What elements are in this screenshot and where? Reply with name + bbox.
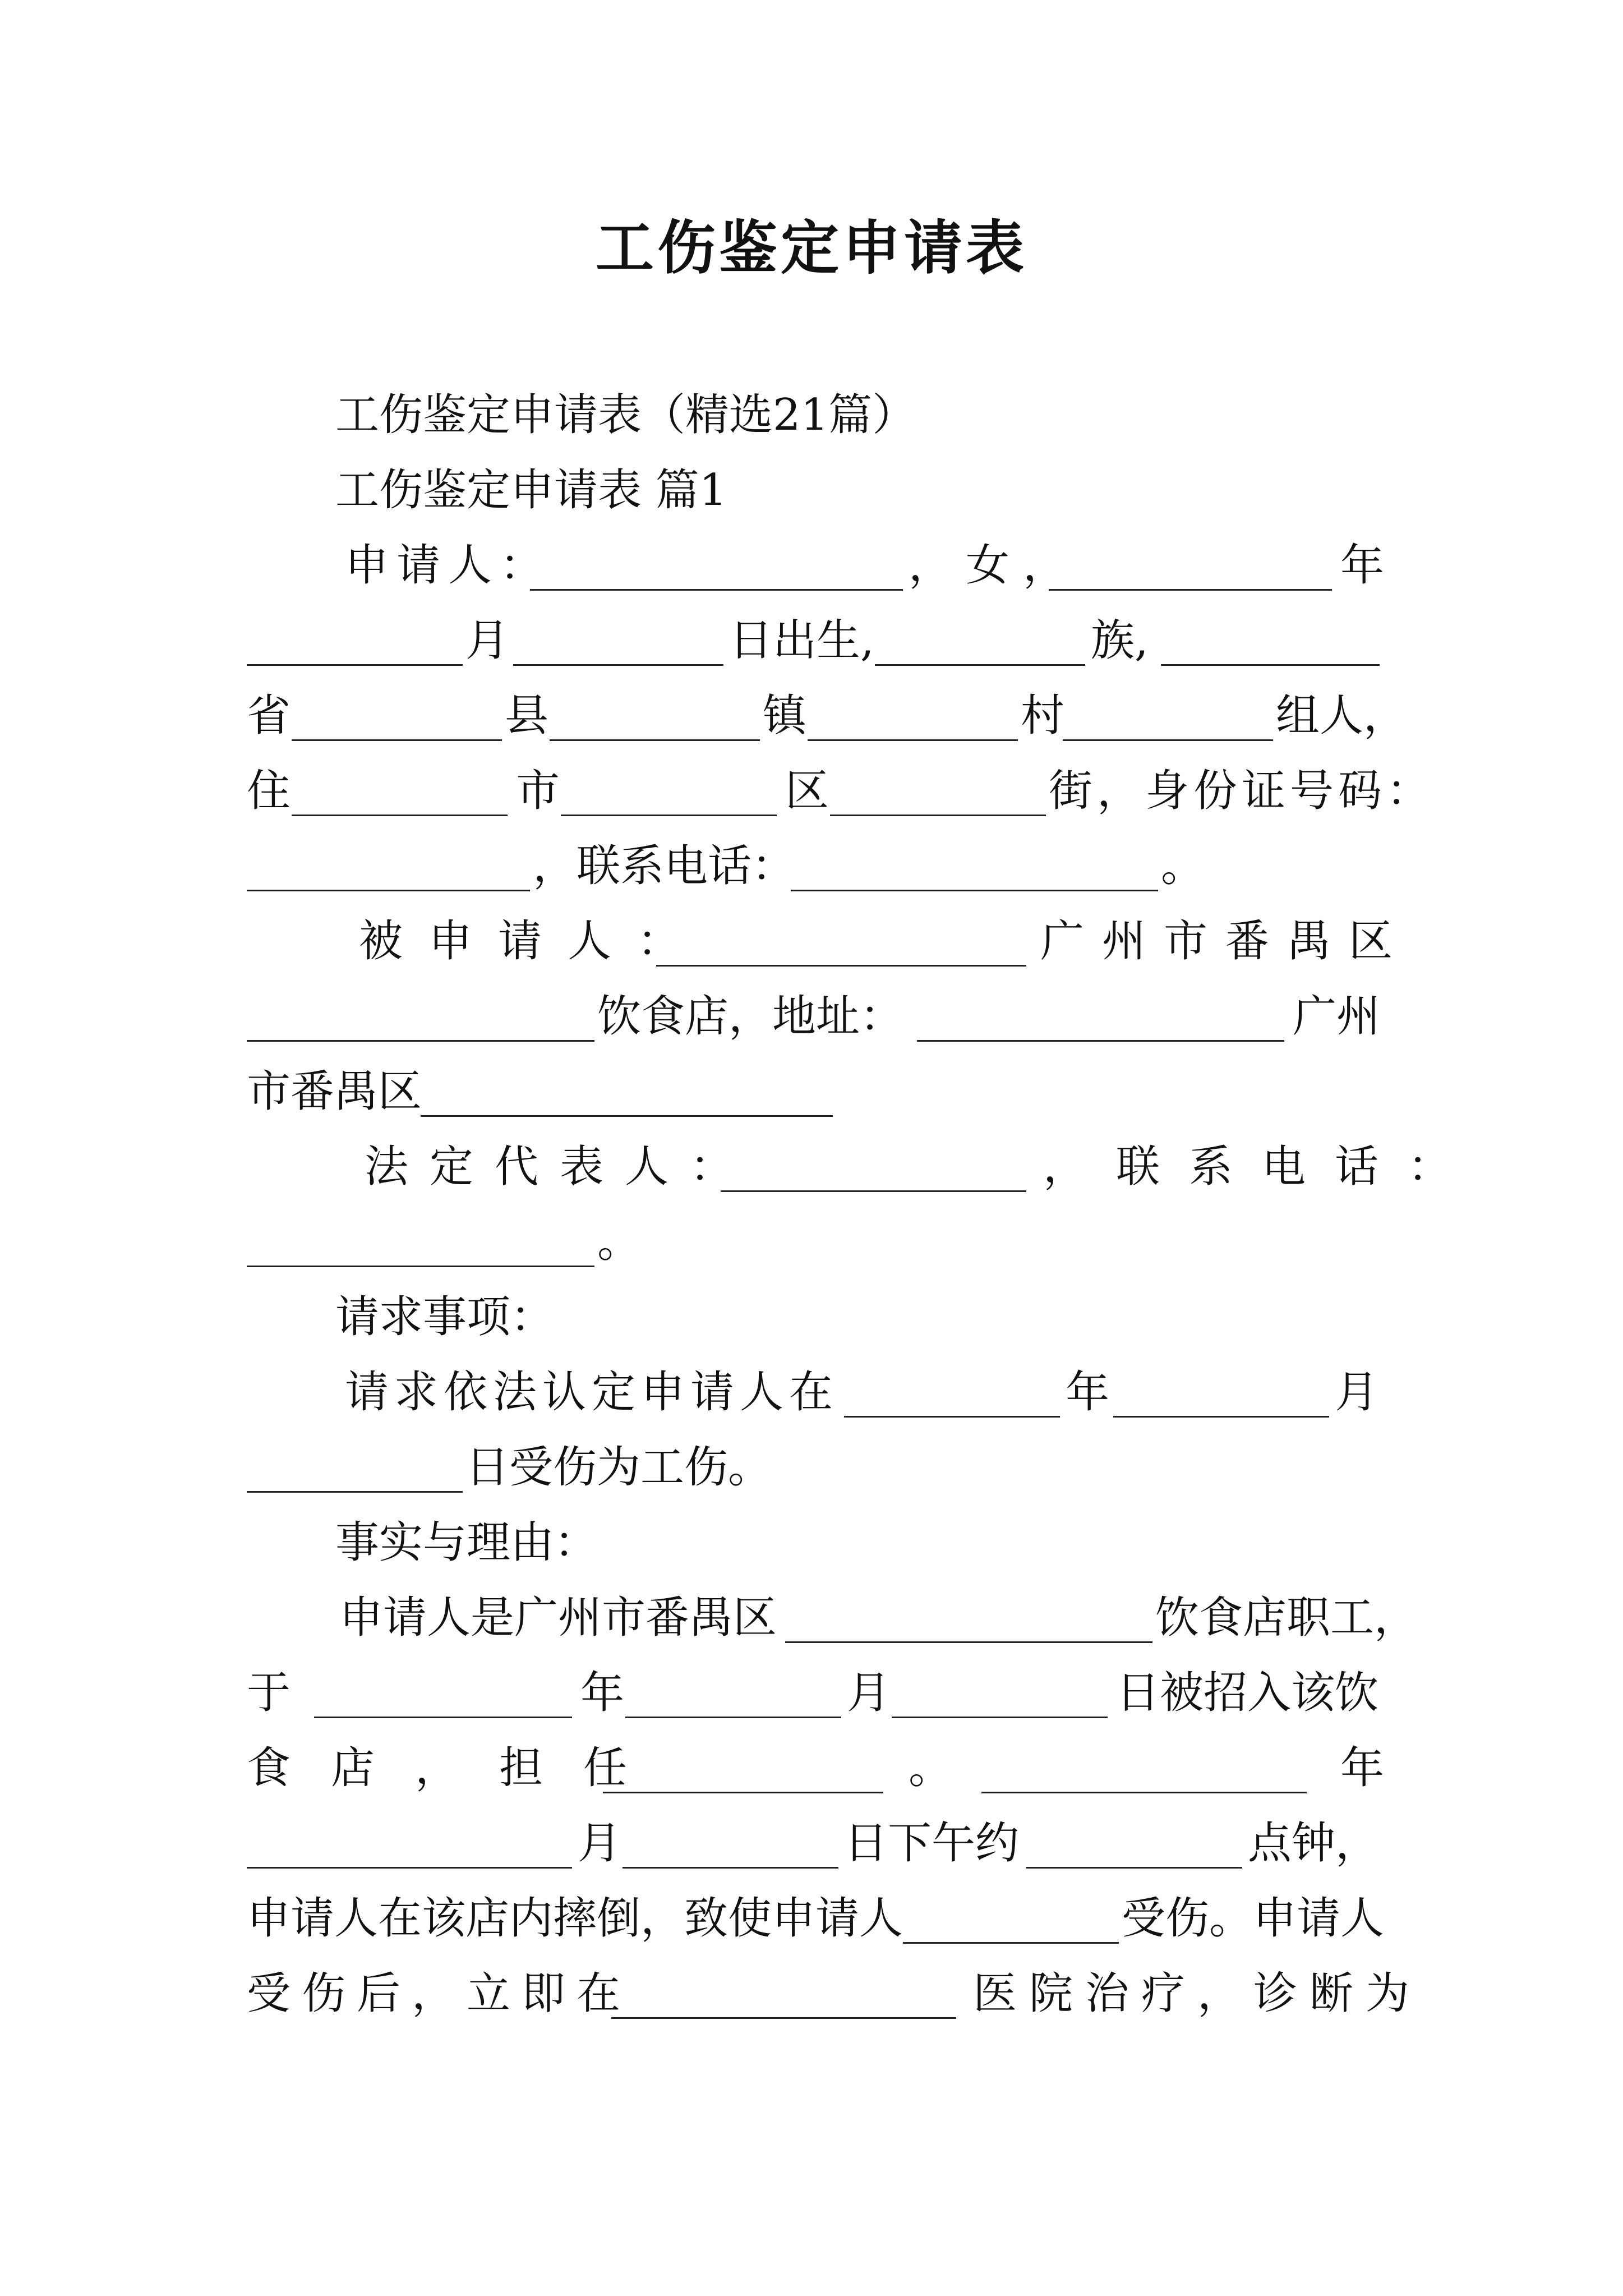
facts-text: 饮食店职工， xyxy=(1155,1593,1418,1643)
injury-year-blank[interactable] xyxy=(844,1359,1060,1426)
facts-line-5 xyxy=(0,1885,1623,1952)
facts-line-2 xyxy=(0,1659,1623,1727)
birth-year-blank[interactable] xyxy=(1049,532,1332,599)
city-blank[interactable] xyxy=(292,757,508,825)
applicant-label: 申请人： xyxy=(345,540,552,591)
employer-blank[interactable] xyxy=(785,1584,1152,1651)
address-label: 饮食店，地址： xyxy=(597,991,904,1042)
hire-year-blank[interactable] xyxy=(314,1659,572,1727)
period: 。 xyxy=(597,1217,642,1267)
district-label: 区 xyxy=(785,766,829,816)
accident-hour-blank[interactable] xyxy=(1026,1810,1242,1877)
section-heading-line xyxy=(0,457,1623,524)
facts-heading: 事实与理由： xyxy=(335,1517,598,1568)
facts-line-4 xyxy=(0,1810,1623,1877)
applicant-line-4 xyxy=(0,757,1623,825)
facts-text: 日下午约 xyxy=(844,1818,1020,1869)
hire-month-blank[interactable] xyxy=(625,1659,841,1727)
legal-rep-blank[interactable] xyxy=(721,1133,1026,1200)
facts-heading-line xyxy=(0,1509,1623,1576)
month-label: 月 xyxy=(847,1668,891,1718)
hire-day-blank[interactable] xyxy=(892,1659,1108,1727)
facts-text: 受伤后，立即在 xyxy=(247,1968,632,2019)
facts-line-1 xyxy=(0,1584,1623,1651)
injury-day-blank[interactable] xyxy=(247,1434,463,1501)
injury-month-blank[interactable] xyxy=(1113,1359,1329,1426)
legal-rep-phone-label: ，联系电话： xyxy=(1043,1142,1481,1192)
town-label: 镇 xyxy=(763,691,807,741)
hospital-blank[interactable] xyxy=(611,1960,956,2027)
facts-text: 日被招入该饮 xyxy=(1116,1668,1379,1718)
period: 。 xyxy=(1161,841,1205,891)
year-label: 年 xyxy=(1066,1367,1110,1418)
facts-text: 于 xyxy=(247,1668,291,1718)
province-label: 省 xyxy=(247,691,291,741)
address-detail-blank[interactable] xyxy=(421,1058,833,1125)
town-blank[interactable] xyxy=(550,682,760,749)
facts-text: 受伤。申请人 xyxy=(1122,1893,1385,1944)
applicant-line-2 xyxy=(0,607,1623,674)
facts-text: 点钟， xyxy=(1248,1818,1380,1869)
request-heading-line xyxy=(0,1283,1623,1351)
birth-label: 日出生, xyxy=(729,615,874,666)
group-blank[interactable] xyxy=(1063,682,1273,749)
request-line-2 xyxy=(0,1434,1623,1501)
province-blank[interactable] xyxy=(1161,607,1380,674)
facts-text: 申请人在该店内摔倒，致使申请人 xyxy=(247,1893,903,1944)
group-label: 组人， xyxy=(1276,691,1408,741)
request-conclusion: 日受伤为工伤。 xyxy=(465,1442,772,1493)
respondent-blank[interactable] xyxy=(656,908,1026,975)
year-label: 年 xyxy=(580,1668,625,1718)
village-label: 村 xyxy=(1021,691,1065,741)
year-label: 年 xyxy=(1340,1743,1385,1793)
facts-text: 食店，担任 xyxy=(247,1743,668,1793)
facts-text: 申请人是广州市番禺区 xyxy=(339,1593,777,1643)
birth-day-blank[interactable] xyxy=(513,607,723,674)
month-label: 月 xyxy=(465,615,510,666)
applicant-gender: ，女， xyxy=(909,540,1081,591)
respondent-location: 广州市番禺区 xyxy=(1040,916,1411,967)
respondent-line-1 xyxy=(0,908,1623,975)
birth-month-blank[interactable] xyxy=(247,607,463,674)
address-city: 广州 xyxy=(1293,991,1381,1042)
ethnicity-label: 族, xyxy=(1091,615,1149,666)
city-label: 市 xyxy=(516,766,560,816)
subtitle-line xyxy=(0,381,1623,449)
phone-blank[interactable] xyxy=(791,832,1158,900)
applicant-name-blank[interactable] xyxy=(530,532,903,599)
restaurant-name-blank[interactable] xyxy=(247,983,594,1050)
street-blank[interactable] xyxy=(830,757,1046,825)
applicant-line-1 xyxy=(0,532,1623,599)
legal-rep-line-1 xyxy=(0,1133,1623,1200)
applicant-line-5 xyxy=(0,832,1623,900)
year-label: 年 xyxy=(1340,540,1385,591)
facts-text: 医院治疗，诊断为 xyxy=(973,1968,1422,2019)
street-id-label: 街，身份证号码： xyxy=(1049,766,1435,816)
legal-rep-label: 法定代表人： xyxy=(365,1142,755,1192)
residence-label: 住 xyxy=(247,766,291,816)
accident-month-blank[interactable] xyxy=(247,1810,572,1877)
address-blank[interactable] xyxy=(917,983,1284,1050)
month-label: 月 xyxy=(1335,1367,1379,1418)
position-blank[interactable] xyxy=(603,1734,883,1802)
phone-label: ，联系电话： xyxy=(533,841,796,891)
id-number-blank[interactable] xyxy=(247,832,530,900)
request-heading: 请求事项： xyxy=(335,1292,555,1342)
facts-line-3 xyxy=(0,1734,1623,1802)
legal-rep-line-2 xyxy=(0,1208,1623,1276)
document-title: 工伤鉴定申请表 xyxy=(595,213,1027,282)
period: 。 xyxy=(909,1743,953,1793)
accident-year-blank[interactable] xyxy=(981,1734,1307,1802)
section-heading: 工伤鉴定申请表 篇1 xyxy=(335,465,727,516)
ethnicity-blank[interactable] xyxy=(875,607,1085,674)
address-district: 市番禺区 xyxy=(247,1066,422,1117)
district-blank[interactable] xyxy=(561,757,777,825)
request-line-1 xyxy=(0,1359,1623,1426)
accident-day-blank[interactable] xyxy=(623,1810,838,1877)
subtitle: 工伤鉴定申请表（精选21篇） xyxy=(335,390,916,440)
legal-rep-phone-blank[interactable] xyxy=(247,1208,594,1276)
county-label: 县 xyxy=(505,691,549,741)
applicant-line-3 xyxy=(0,682,1623,749)
respondent-line-3 xyxy=(0,1058,1623,1125)
injury-part-blank[interactable] xyxy=(903,1885,1119,1952)
facts-line-6 xyxy=(0,1960,1623,2027)
respondent-line-2 xyxy=(0,983,1623,1050)
month-label: 月 xyxy=(578,1818,622,1869)
respondent-label: 被申请人： xyxy=(359,916,707,967)
village-blank[interactable] xyxy=(808,682,1018,749)
request-text: 请求依法认定申请人在 xyxy=(345,1367,839,1418)
county-blank[interactable] xyxy=(292,682,502,749)
